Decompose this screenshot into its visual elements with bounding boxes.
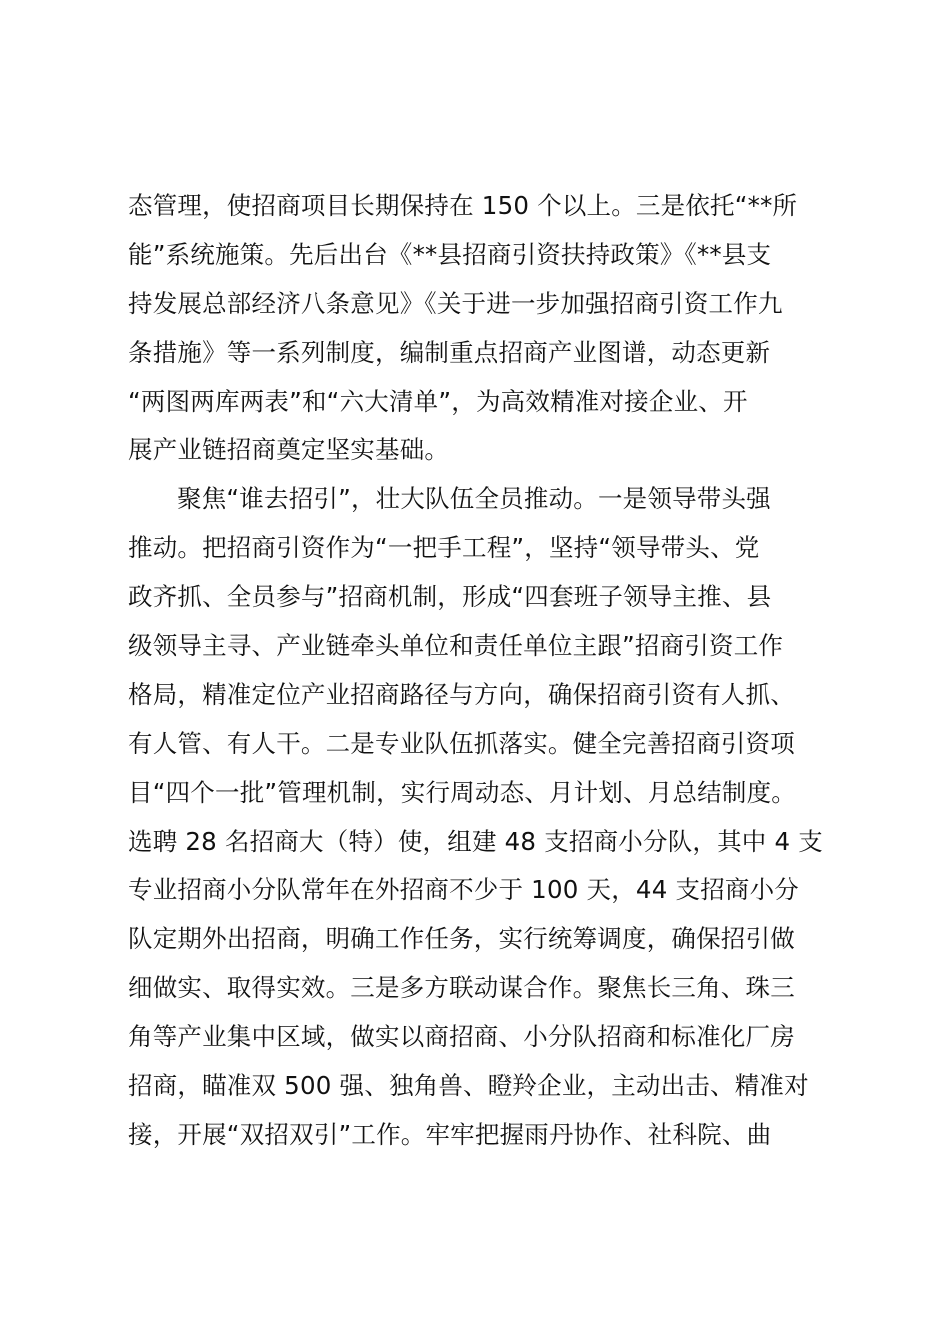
text-line: 队定期外出招商，明确工作任务，实行统筹调度，确保招引做 bbox=[128, 924, 795, 954]
text-line: 招商，瞄准双 500 强、独角兽、瞪羚企业，主动出击、精准对 bbox=[128, 1071, 809, 1101]
text-line: 展产业链招商奠定坚实基础。 bbox=[128, 435, 450, 465]
text-line: 条措施》等一系列制度，编制重点招商产业图谱，动态更新 bbox=[128, 337, 771, 367]
text-line: 接，开展“双招双引”工作。牢牢把握雨丹协作、社科院、曲 bbox=[128, 1119, 772, 1149]
text-line: 细做实、取得实效。三是多方联动谋合作。聚焦长三角、珠三 bbox=[128, 973, 795, 1003]
text-line: 持发展总部经济八条意见》《关于进一步加强招商引资工作九 bbox=[128, 288, 783, 318]
text-line: 选聘 28 名招商大（特）使，组建 48 支招商小分队，其中 4 支 bbox=[128, 826, 823, 856]
text-line: 级领导主寻、产业链牵头单位和责任单位主跟”招商引资工作 bbox=[128, 631, 784, 661]
text-line: 推动。把招商引资作为“一把手工程”，坚持“领导带头、党 bbox=[128, 533, 760, 563]
text-line: 有人管、有人干。二是专业队伍抓落实。健全完善招商引资项 bbox=[128, 728, 795, 758]
text-line: “两图两库两表”和“六大清单”，为高效精准对接企业、开 bbox=[128, 386, 748, 416]
paragraph-start-line: 聚焦“谁去招引”，壮大队伍全员推动。一是领导带头强 bbox=[177, 484, 771, 514]
text-line: 格局，精准定位产业招商路径与方向，确保招商引资有人抓、 bbox=[128, 679, 795, 709]
body-text bbox=[128, 182, 840, 1160]
text-line: 政齐抓、全员参与”招商机制，形成“四套班子领导主推、县 bbox=[128, 582, 772, 612]
text-line: 角等产业集中区域，做实以商招商、小分队招商和标准化厂房 bbox=[128, 1022, 795, 1052]
text-line: 专业招商小分队常年在外招商不少于 100 天，44 支招商小分 bbox=[128, 875, 799, 905]
text-line: 态管理，使招商项目长期保持在 150 个以上。三是依托“**所 bbox=[128, 191, 798, 220]
text-line: 目“四个一批”管理机制，实行周动态、月计划、月总结制度。 bbox=[128, 777, 796, 807]
text-line: 能”系统施策。先后出台《**县招商引资扶持政策》《**县支 bbox=[128, 239, 772, 269]
